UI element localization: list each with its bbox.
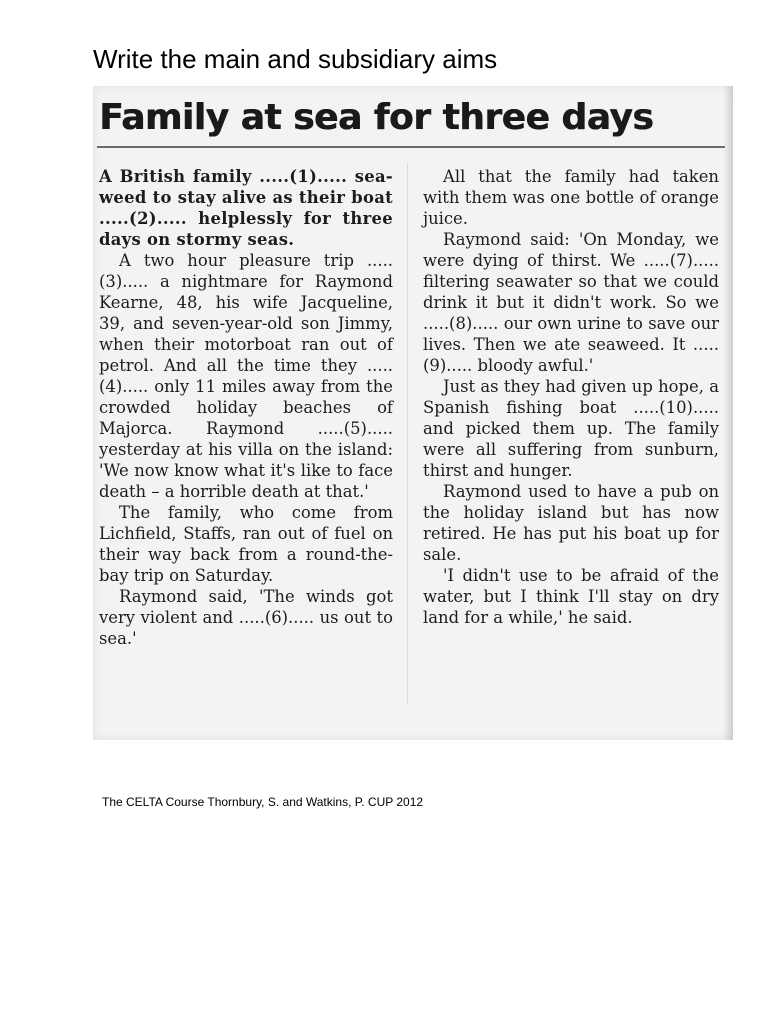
article-left-column	[99, 166, 393, 649]
column-divider	[407, 164, 408, 704]
instruction-heading: Write the main and subsidiary aims	[93, 44, 498, 74]
clipping-torn-edge	[723, 86, 733, 740]
article-paragraph: Raymond used to have a pub on the holiday island but has now retired. He has put his boat up for sale.	[423, 482, 719, 564]
article-paragraph: 'I didn't use to be afraid of the water, but I think I'll stay on dry land for a while,' he said.	[423, 566, 719, 627]
article-paragraph: Just as they had given up hope, a Spanish fishing boat .....(10)..... and picked them up. The family were all suffering from sunburn, thirst and hunger.	[423, 377, 719, 480]
article-headline: Family at sea for three days	[99, 97, 654, 138]
article-paragraph: The family, who come from Lichfield, Staffs, ran out of fuel on their way back from a round-the-bay trip on Saturday.	[99, 503, 393, 585]
article-paragraph: Raymond said: 'On Monday, we were dying of thirst. We .....(7)..... filtering seawater so that we could drink it but it didn't work. So we .....(8)..... our own urine to save our lives. Then we ate seaweed. It .....(9)..... bloody awful.'	[423, 230, 719, 375]
source-citation: The CELTA Course Thornbury, S. and Watkins, P. CUP 2012	[102, 795, 424, 809]
article-paragraph: All that the family had taken with them was one bottle of orange juice.	[423, 167, 719, 228]
article-paragraph: A British family .....(1)..... sea-weed to stay alive as their boat .....(2)..... helplessly for three days on stormy seas.	[99, 167, 393, 249]
article-paragraph: Raymond said, 'The winds got very violent and .....(6)..... us out to sea.'	[99, 587, 393, 648]
headline-rule	[97, 146, 725, 148]
article-paragraph: A two hour pleasure trip .....(3)..... a nightmare for Raymond Kearne, 48, his wife Jacqueline, 39, and seven-year-old son Jimmy, when their motorboat ran out of petrol. And all the time they .....(4)..... only 11 miles away from the crowded holiday beaches of Majorca. Raymond .....(5)..... yesterday at his villa on the island: 'We now know what it's like to face death – a horrible death at that.'	[99, 251, 393, 501]
newspaper-clipping	[93, 86, 733, 740]
article-right-column	[423, 166, 719, 628]
